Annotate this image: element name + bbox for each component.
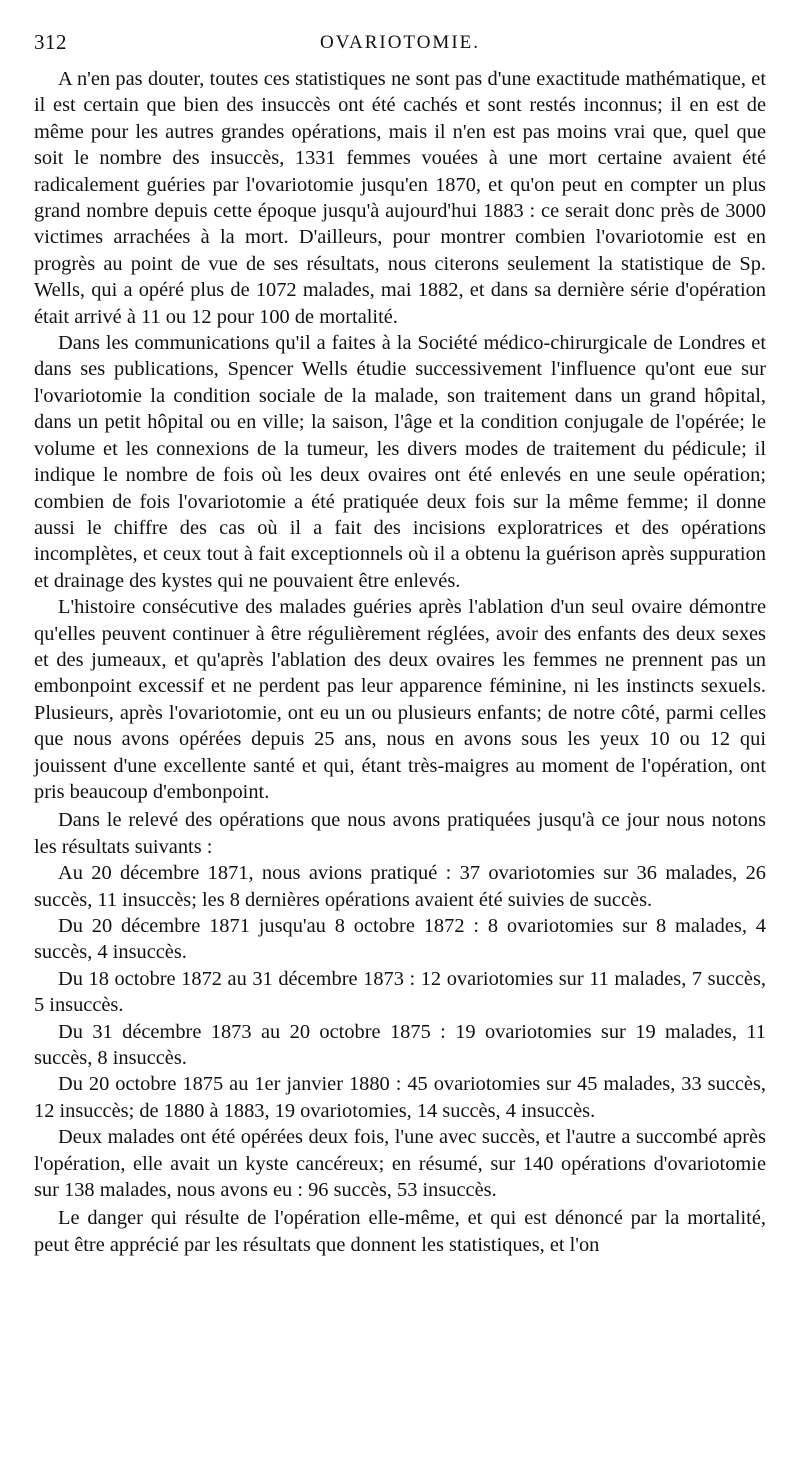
running-title: OVARIOTOMIE. [320, 32, 480, 53]
results-1880: Du 20 octobre 1875 au 1er janvier 1880 : 45 ovariotomies sur 45 malades, 33 succès, 12 insuccès; de 1880 à 1883, 19 ovariotomies, 14 succès, 4 insuccès. [34, 1073, 766, 1122]
paragraph-3: L'histoire consécutive des malades guéries après l'ablation d'un seul ovaire démontre qu'elles peuvent continuer à être régulièrement réglées, avoir des enfants des deux sexes et des jumeaux, et qu'après l'ablation des deux ovaires les femmes ne prennent pas un embonpoint excessif et ne perdent pas leur apparence féminine, ni les instincts sexuels. Plusieurs, après l'ovariotomie, ont eu un ou plusieurs enfants; de notre côté, parmi celles que nous avons opérées depuis 25 ans, nous en avons sous les yeux 10 ou 12 qui jouissent d'une excellente santé et qui, étant très-maigres au moment de l'opération, ont pris beaucoup d'embonpoint. [34, 596, 766, 803]
results-1873: Du 18 octobre 1872 au 31 décembre 1873 : 12 ovariotomies sur 11 malades, 7 succès, 5 insuccès. [34, 967, 766, 1017]
paragraph-summary: Deux malades ont été opérées deux fois, l'une avec succès, et l'autre a succombé après l'opération, elle avait un kyste cancéreux; en résumé, sur 140 opérations d'ovariotomie sur 138 malades, nous avons eu : 96 succès, 53 insuccès. [34, 1126, 766, 1202]
paragraph-4: Dans le relevé des opérations que nous avons pratiquées jusqu'à ce jour nous notons les résultats suivants : [34, 809, 766, 858]
paragraph-2: Dans les communications qu'il a faites à la Société médico-chirurgicale de Londres et dans ses publications, Spencer Wells étudie successivement l'influence qu'ont eue sur l'ovariotomie la condition sociale de la malade, son traitement dans un grand hôpital, dans un petit hôpital ou en ville; la saison, l'âge et la condition conjugale de l'opérée; le volume et les connexions de la tumeur, les divers modes de traitement du pédicule; il indique le nombre de fois où les deux ovaires ont été enlevés en une seule opération; combien de fois l'ovariotomie a été pratiquée deux fois sur la même femme; il donne aussi le chiffre des cas où il a fait des incisions exploratrices et des opérations incomplètes, et ceux tout à fait exceptionnels où il a obtenu la guérison après suppuration et drainage des kystes qui ne pouvaient être enlevés. [34, 332, 766, 592]
page-number: 312 [34, 30, 67, 54]
results-1875: Du 31 décembre 1873 au 20 octobre 1875 : 19 ovariotomies sur 19 malades, 11 succès, 8 insuccès. [34, 1020, 766, 1070]
paragraph-1: A n'en pas douter, toutes ces statistiques ne sont pas d'une exactitude mathématique, et il est certain que bien des insuccès ont été cachés et sont restés inconnus; il en est de même pour les autres grandes opérations, mais il n'en est pas moins vrai que, quel que soit le nombre des insuccès, 1331 femmes vouées à une mort certaine avaient été radicalement guéries par l'ovariotomie jusqu'en 1870, et qu'on peut en compter un plus grand nombre depuis cette époque jusqu'à aujourd'hui 1883 : ce serait donc près de 3000 victimes arrachées à la mort. D'ailleurs, pour montrer combien l'ovariotomie est en progrès au point de vue de ses résultats, nous citerons seulement la statistique de Sp. Wells, qui a opéré plus de 1072 malades, mai 1882, et dans sa dernière série d'opération était arrivé à 11 ou 12 pour 100 de mortalité. [34, 68, 766, 328]
paragraph-last: Le danger qui résulte de l'opération elle-même, et qui est dénoncé par la mortalité, peut être apprécié par les résultats que donnent les statistiques, et l'on [34, 1207, 766, 1256]
results-1872: Du 20 décembre 1871 jusqu'au 8 octobre 1872 : 8 ovariotomies sur 8 malades, 4 succès, 4 insuccès. [34, 915, 766, 964]
body-text [34, 66, 766, 1258]
page-header [34, 30, 766, 66]
results-1871: Au 20 décembre 1871, nous avions pratiqué : 37 ovariotomies sur 36 malades, 26 succès, 11 insuccès; les 8 dernières opérations avaient été suivies de succès. [34, 862, 766, 911]
